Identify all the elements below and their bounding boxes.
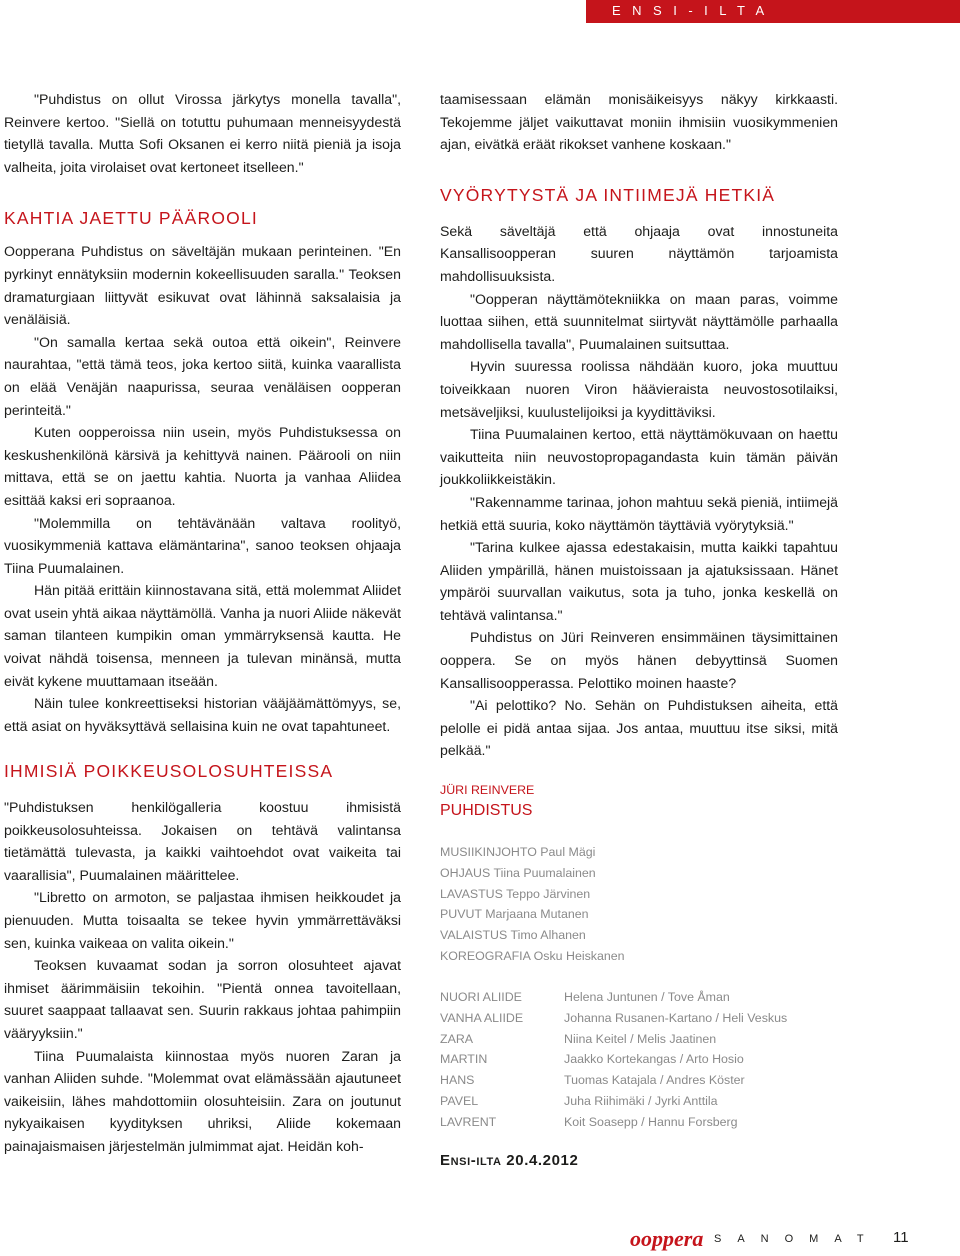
paragraph: Hyvin suuressa roolissa nähdään kuoro, joka muuttuu toiveikkaan nuoren Viron häävieraista neuvostosotilaiksi, metsäveljiksi, kuulustelijoiksi ja kyydittäviksi.	[440, 358, 838, 420]
cast-row	[440, 1008, 787, 1029]
composer-name: JÜRI REINVERE	[440, 783, 535, 797]
opera-title: PUHDISTUS	[440, 801, 533, 819]
paragraph: "Rakennamme tarinaa, johon mahtuu sekä pieniä, intiimejä hetkiä että suuria, koko näyttämön täyttäviä vyörytyksiä."	[440, 493, 838, 533]
role-name: MARTIN	[440, 1052, 488, 1067]
staff-line: PUVUT Marjaana Mutanen	[440, 907, 589, 922]
staff-line: MUSIIKINJOHTO Paul Mägi	[440, 845, 596, 859]
paragraph: Sekä säveltäjä että ohjaaja ovat innostuneita Kansallisoopperan suuren näyttämön tarjoamista mahdollisuuksista.	[440, 222, 838, 284]
paragraph: "Puhdistuksen henkilögalleria koostuu ihmisistä poikkeusolosuhteissa. Jokaisen on tehtävä valintansa tietämättä tulevasta, ja kaikki vaihtoehdot ovat vaikeita tai vaarallisia", Puumalainen määrittelee.	[4, 799, 401, 883]
cast-names: Helena Juntunen / Tove Åman	[564, 990, 730, 1004]
ooppera-logo: ooppera	[630, 1226, 704, 1251]
subheading: IHMISIÄ POIKKEUSOLOSUHTEISSA	[4, 761, 334, 781]
paragraph: Tiina Puumalainen kertoo, että näyttämökuvaan on haettu vaikutteita niin neuvostopropagandasta kuin tämän päivän joukkoliikkeistäkin.	[440, 426, 838, 488]
paragraph: taamisessaan elämän monisäikeisyys näkyy kirkkaasti. Tekojemme jäljet vaikuttavat moniin ihmisiin vuosikymmenien ajan, eivätkä eräät rikokset vanhene koskaan."	[440, 91, 838, 153]
role-name: VANHA ALIIDE	[440, 1010, 524, 1025]
cast-row	[440, 987, 787, 1008]
cast-names: Johanna Rusanen-Kartano / Heli Veskus	[564, 1010, 788, 1025]
cast-names: Koit Soasepp / Hannu Forsberg	[564, 1114, 738, 1129]
cast-row	[440, 1112, 787, 1133]
left-column-bottom	[4, 760, 401, 1158]
paragraph: Teoksen kuvaamat sodan ja sorron olosuhteet ajavat ihmiset äärimmäisiin tekoihin. "Pientä onnea tavoitellaan, suuret saappaat tallaavat sen. Suurin rakkaus johtaa pahimpiin vääryyksiin."	[4, 957, 401, 1041]
cast-names: Jaakko Kortekangas / Arto Hosio	[564, 1052, 744, 1067]
section-label: ENSI-ILTA	[612, 3, 776, 18]
credits-staff	[440, 842, 625, 967]
cast-names: Juha Riihimäki / Jyrki Anttila	[564, 1093, 718, 1108]
logo-subtitle: SANOMAT	[714, 1233, 880, 1245]
paragraph: "Libretto on armoton, se paljastaa ihmisen heikkoudet ja pienuuden. Mutta toisaalta se tekee hyvin ymmärrettäväksi sen, kuinka vaikeaa on valita oikein."	[4, 889, 401, 951]
cast-names: Tuomas Katajala / Andres Köster	[564, 1073, 745, 1088]
paragraph: "Tarina kulkee ajassa edestakaisin, mutta kaikki tapahtuu Aliiden ympärillä, hänen muistoissaan ja ajatuksissaan. Hänet ympäröi suurvallan vaikutus, sota ja tuho, jonka keskellä on tehtävä valintansa."	[440, 539, 838, 623]
paragraph: "On samalla kertaa sekä outoa että oikein", Reinvere naurahtaa, "että tämä teos, joka kertoo siitä, kuinka vaarallista on elää Venäjän naapurissa, seuraa venäläisen oopperan perinteitä."	[4, 333, 401, 418]
role-name: PAVEL	[440, 1093, 479, 1108]
paragraph: Kuten oopperoissa niin usein, myös Puhdistuksessa on keskushenkilönä kärsivä ja kehittyvä nainen. Päärooli on niin mittava, että se on jaettu kahtia. Nuorta ja vanhaa Aliidea esittää kaksi eri sopraanoa.	[4, 424, 401, 508]
subheading: KAHTIA JAETTU PÄÄROOLI	[4, 208, 258, 229]
role-name: NUORI ALIIDE	[440, 990, 522, 1004]
cast-row	[440, 1029, 787, 1050]
cast-row	[440, 1070, 787, 1091]
paragraph: Hän pitää erittäin kiinnostavana sitä, että molemmat Aliidet ovat usein yhtä aikaa näyttämöllä. Vanha ja nuori Aliide näkevät saman tilanteen kumpikin oman ymmärryksensä kautta. He voivat nähdä toisensa, menneen ja tulevan minänsä, mutta eivät kykene muuttamaan itseään.	[4, 582, 401, 689]
left-column-top	[4, 88, 401, 737]
staff-line: VALAISTUS Timo Alhanen	[440, 928, 586, 943]
paragraph: Oopperana Puhdistus on säveltäjän mukaan perinteinen. "En pyrkinyt ennätyksiin modernin kokeellisuuden saralla." Teoksen dramaturgiaan liittyvät esikuvat ovat lähinnä saksalaisia ja venäläisiä.	[4, 243, 401, 328]
paragraph: "Oopperan näyttämötekniikka on maan paras, voimme luottaa siihen, että suunnitelmat siirtyvät näyttämölle parhaalla mahdollisella tavalla", Puumalainen suitsuttaa.	[440, 290, 838, 352]
role-name: LAVRENT	[440, 1114, 497, 1129]
premiere-date: Ensi-ilta 20.4.2012	[440, 1152, 579, 1169]
paragraph: Näin tulee konkreettiseksi historian vääjäämättömyys, se, että asiat on hyväksyttävä sellaisina kuin ne ovat tapahtuneet.	[4, 695, 401, 734]
staff-line: OHJAUS Tiina Puumalainen	[440, 865, 596, 880]
paragraph: "Ai pelottiko? No. Sehän on Puhdistuksen aiheita, että pelolle ei pidä antaa sijaa. Jos antaa, muuttuu itse siksi, mitä pelkää."	[440, 697, 838, 759]
paragraph: "Molemmilla on tehtävänään valtava roolityö, vuosikymmeniä kattava elämäntarina", sanoo teoksen ohjaaja Tiina Puumalainen.	[4, 514, 401, 576]
cast-row	[440, 1091, 787, 1112]
role-name: ZARA	[440, 1031, 474, 1046]
credits-header	[440, 780, 534, 821]
paragraph: Tiina Puumalaista kiinnostaa myös nuoren Zaran ja vanhan Aliiden suhde. "Molemmat ovat elämässään ajautuneet vaikeisiin, lähes mahdottomiin olosuhteisiin. Zara on joutunut nykyaikaisen kyydityksen uhriksi, Aliide kokemaan painajaismaisen järjestelmän julmimmat ajat. Heidän koh-	[4, 1047, 401, 1154]
cast-row	[440, 1049, 787, 1070]
paragraph: "Puhdistus on ollut Virossa järkytys monella tavalla", Reinvere kertoo. "Siellä on totuttu puhumaan menneisyydestä tietyllä tavalla. Mutta Sofi Oksanen ei kerro niitä pieniä ja isoja valheita, joita virolaiset ovat kertoneet itselleen."	[4, 91, 401, 175]
paragraph: Puhdistus on Jüri Reinveren ensimmäinen täysimittainen ooppera. Se on myös hänen debyyttinsä Suomen Kansallisoopperassa. Pelottiko moinen haaste?	[440, 629, 838, 691]
section-header-bar	[586, 0, 960, 23]
cast-names: Niina Keitel / Melis Jaatinen	[564, 1031, 717, 1046]
staff-line: KOREOGRAFIA Osku Heiskanen	[440, 948, 625, 963]
page-number: 11	[893, 1229, 909, 1246]
staff-line: LAVASTUS Teppo Järvinen	[440, 886, 591, 901]
right-column	[440, 88, 838, 762]
cast-list	[440, 987, 787, 1133]
role-name: HANS	[440, 1073, 475, 1088]
subheading: VYÖRYTYSTÄ JA INTIIMEJÄ HETKIÄ	[440, 184, 776, 205]
